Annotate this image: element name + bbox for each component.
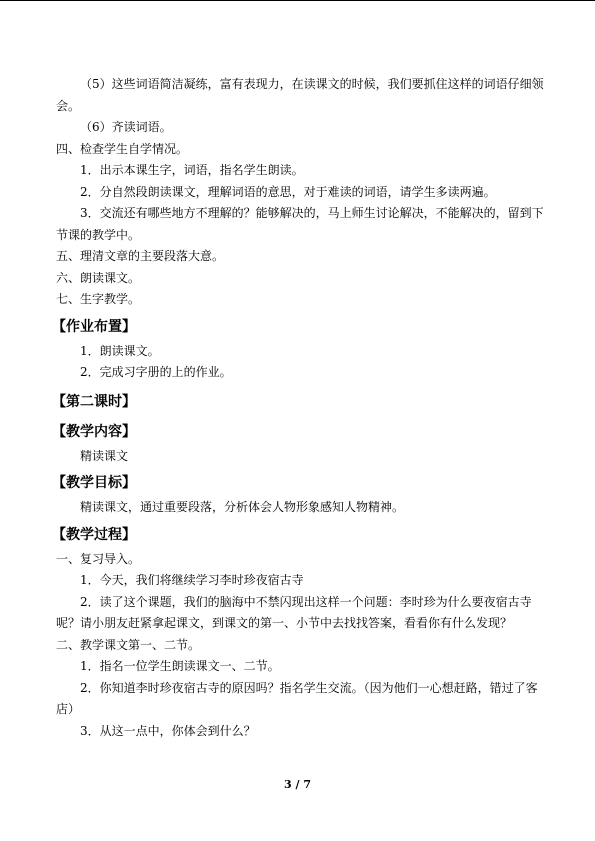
section-item: 四、检查学生自学情况。 [56,141,189,156]
text-line: 1．朗读课文。 [80,343,160,358]
text-line: 3．交流还有哪些地方不理解的？能够解决的，马上师生讨论解决，不能解决的，留到下 [80,206,544,220]
text-line: （5）这些词语简洁凝练，富有表现力，在读课文的时候，我们要抓住这样的词语仔细领 [80,77,544,91]
text-line: 2．读了这个课题，我们的脑海中不禁闪现出这样一个问题：李时珍为什么要夜宿古寺 [80,594,532,609]
text-line: 店） [56,702,81,716]
heading-teaching-goals: 【教学目标】 [52,475,136,491]
section-item: 七、生字教学。 [56,292,141,306]
text-line: （6）齐读词语。 [80,120,172,134]
text-line: 2．你知道李时珍夜宿古寺的原因吗？指名学生交流。（因为他们一心想赶路，错过了客 [80,680,538,695]
text-line: 呢？请小朋友赶紧拿起课文，到课文的第一、小节中去找找答案，看看你有什么发现？ [56,616,513,630]
text-line: 3．从这一点中，你体会到什么？ [80,723,256,738]
page-number: 3 / 7 [284,778,311,791]
text-line: 节课的教学中。 [56,227,141,242]
text-line: 1．出示本课生字，词语，指名学生朗读。 [80,163,304,177]
text-line: 会。 [56,98,81,113]
text-line: 精读课文，通过重要段落，分析体会人物形象感知人物精神。 [80,500,405,514]
text-line: 精读课文 [80,448,129,463]
header-rule [0,0,595,1]
text-line: 1．指名一位学生朗读课文一、二节。 [80,659,280,673]
section-item: 二、教学课文第一、二节。 [56,637,201,652]
heading-second-lesson: 【第二课时】 [52,393,136,410]
text-line: 1．今天，我们将继续学习李时珍夜宿古寺 [80,573,304,587]
document-body [52,74,544,742]
heading-teaching-content: 【教学内容】 [52,423,136,440]
section-item: 六、朗读课文。 [56,270,141,285]
text-line: 2．分自然段朗读课文，理解词语的意思，对于难读的词语，请学生多读两遍。 [80,184,496,199]
section-item: 一、复习导入。 [56,551,141,566]
text-line: 2．完成习字册的上的作业。 [80,365,232,379]
section-item: 五、理清文章的主要段落大意。 [56,249,225,263]
heading-teaching-process: 【教学过程】 [52,526,136,543]
heading-homework: 【作业布置】 [52,318,136,335]
